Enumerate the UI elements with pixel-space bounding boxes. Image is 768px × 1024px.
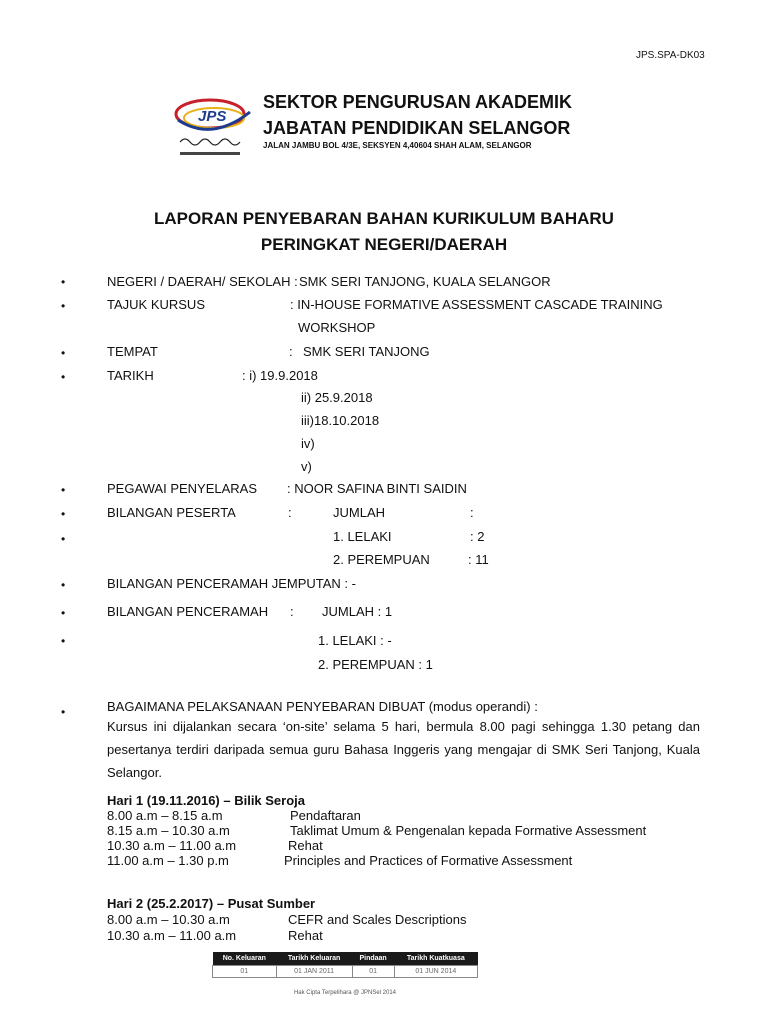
tempat-value: SMK SERI TANJONG	[303, 344, 430, 359]
table-header-cell: No. Keluaran	[213, 952, 277, 966]
table-cell: 01 JUN 2014	[394, 966, 477, 978]
negeri-label: NEGERI / DAERAH/ SEKOLAH :	[107, 274, 298, 289]
day-1-title: Hari 1 (19.11.2016) – Bilik Seroja	[107, 793, 306, 808]
bullet-icon: •	[61, 346, 66, 360]
peserta-label: BILANGAN PESERTA	[107, 505, 236, 520]
table-header-cell: Pindaan	[352, 952, 394, 966]
day-2-time: 10.30 a.m – 11.00 a.m	[107, 928, 237, 943]
day-1-activity: Principles and Practices of Formative Assessment	[284, 853, 573, 868]
peserta-perempuan-value: : 11	[468, 552, 489, 567]
bullet-icon: •	[61, 483, 66, 497]
org-address: JALAN JAMBU BOL 4/3E, SEKSYEN 4,40604 SHAH ALAM, SELANGOR	[263, 141, 532, 150]
tajuk-value-line-2: WORKSHOP	[298, 320, 376, 335]
day-1-activity: Taklimat Umum & Pengenalan kepada Formative Assessment	[290, 823, 647, 838]
tajuk-label: TAJUK KURSUS	[107, 297, 205, 312]
day-2-time: 8.00 a.m – 10.30 a.m	[107, 912, 230, 927]
penceramah-perempuan: 2. PEREMPUAN : 1	[318, 657, 433, 672]
tarikh-value-1: : i) 19.9.2018	[242, 368, 318, 383]
peserta-lelaki-value: : 2	[470, 529, 485, 544]
pegawai-value: : NOOR SAFINA BINTI SAIDIN	[287, 481, 467, 496]
peserta-lelaki-label: 1. LELAKI	[333, 529, 392, 544]
day-2-activity: Rehat	[288, 928, 323, 943]
document-code: JPS.SPA-DK03	[636, 50, 705, 61]
jps-logo	[172, 92, 256, 162]
bullet-icon: •	[61, 275, 66, 289]
bullet-icon: •	[61, 299, 66, 313]
table-cell: 01	[352, 966, 394, 978]
org-line-1: SEKTOR PENGURUSAN AKADEMIK	[263, 92, 573, 112]
day-2-activity: CEFR and Scales Descriptions	[288, 912, 467, 927]
bullet-icon: •	[61, 606, 66, 620]
day-1-time: 8.15 a.m – 10.30 a.m	[107, 823, 230, 838]
pegawai-label: PEGAWAI PENYELARAS	[107, 481, 258, 496]
day-1-activity: Pendaftaran	[290, 808, 361, 823]
day-1-time: 10.30 a.m – 11.00 a.m	[107, 838, 237, 853]
table-header-cell: Tarikh Keluaran	[276, 952, 352, 966]
tempat-label: TEMPAT	[107, 344, 158, 359]
bullet-icon: •	[61, 532, 66, 546]
penceramah-lelaki: 1. LELAKI : -	[318, 633, 392, 648]
tempat-colon: :	[289, 344, 293, 359]
negeri-value: SMK SERI TANJONG, KUALA SELANGOR	[299, 274, 551, 289]
day-2-title: Hari 2 (25.2.2017) – Pusat Sumber	[107, 896, 316, 911]
penceramah-jumlah: JUMLAH : 1	[322, 604, 393, 619]
table-header-row	[213, 952, 478, 966]
table-row	[213, 966, 478, 978]
tarikh-value-3: iii)18.10.2018	[301, 413, 380, 428]
peserta-jumlah: JUMLAH	[333, 505, 386, 520]
modus-operandi-label: BAGAIMANA PELAKSANAAN PENYEBARAN DIBUAT (modus operandi) :	[107, 699, 538, 714]
penceramah-colon: :	[290, 604, 294, 619]
document-control-table	[212, 952, 478, 978]
tarikh-label: TARIKH	[107, 368, 154, 383]
bullet-icon: •	[61, 507, 66, 521]
org-line-2: JABATAN PENDIDIKAN SELANGOR	[263, 118, 571, 138]
day-1-time: 11.00 a.m – 1.30 p.m	[107, 853, 229, 868]
peserta-colon: :	[288, 505, 292, 520]
bullet-icon: •	[61, 578, 66, 592]
tarikh-value-4: iv)	[301, 436, 315, 451]
penceramah-jemputan-label: BILANGAN PENCERAMAH JEMPUTAN : -	[107, 576, 356, 591]
penceramah-label: BILANGAN PENCERAMAH	[107, 604, 269, 619]
table-header-cell: Tarikh Kuatkuasa	[394, 952, 477, 966]
tarikh-value-2: ii) 25.9.2018	[301, 390, 373, 405]
table-cell: 01	[213, 966, 277, 978]
peserta-perempuan-label: 2. PEREMPUAN	[333, 552, 430, 567]
report-title-line-1: LAPORAN PENYEBARAN BAHAN KURIKULUM BAHARU	[154, 209, 614, 228]
tajuk-value-line-1: : IN-HOUSE FORMATIVE ASSESSMENT CASCADE TRAINING	[290, 297, 663, 312]
modus-operandi-text: Kursus ini dijalankan secara ‘on-site’ selama 5 hari, bermula 8.00 pagi sehingga 1.30 petang dan pesertanya terdiri daripada semua guru Bahasa Inggeris yang mengajar di SMK Seri Tanjong, Kuala Selangor.	[107, 719, 700, 780]
logo-text: JPS	[198, 108, 227, 125]
peserta-jumlah-colon: :	[470, 505, 474, 520]
copyright-text: Hak Cipta Terpelihara @ JPNSel 2014	[293, 990, 397, 996]
bullet-icon: •	[61, 634, 66, 648]
bullet-icon: •	[61, 370, 66, 384]
tarikh-value-5: v)	[301, 459, 312, 474]
bullet-icon: •	[61, 705, 66, 719]
day-1-time: 8.00 a.m – 8.15 a.m	[107, 808, 223, 823]
day-1-activity: Rehat	[288, 838, 323, 853]
table-cell: 01 JAN 2011	[276, 966, 352, 978]
report-title-line-2: PERINGKAT NEGERI/DAERAH	[260, 235, 508, 254]
